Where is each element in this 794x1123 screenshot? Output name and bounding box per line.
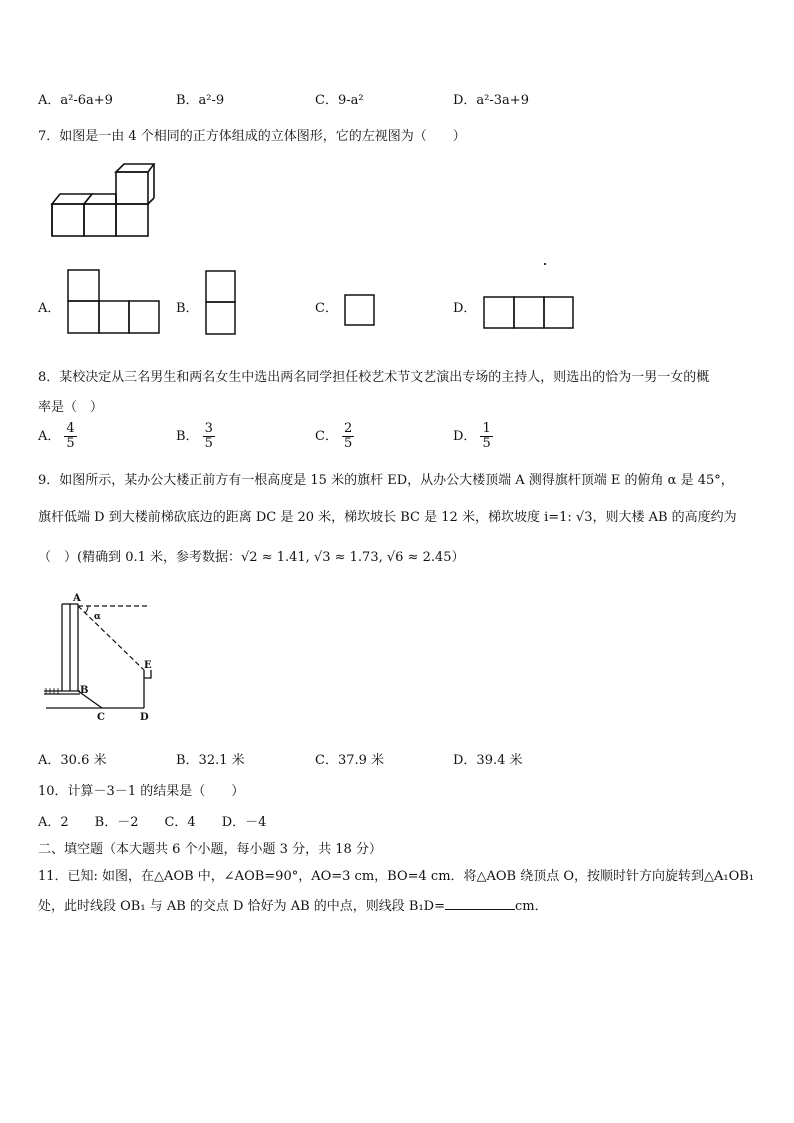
q8-option-d: D． $\frac{1}{5}$ [453,421,491,451]
q9-figure [40,590,160,725]
q7-option-a-label: A． [38,301,61,316]
q7-option-d-view [483,296,575,330]
q7-option-d-label: D． [453,301,477,316]
q8-option-c: C． $\frac{2}{5}$ [315,421,353,451]
q11-unit: cm． [515,899,548,914]
q7-option-c-view [344,294,376,327]
q6-option-d: D．a²-3a+9 [453,93,529,108]
q9-stem-line2: 旗杆低端 D 到大楼前梯砍底边的距离 DC 是 20 米，梯坎坡长 BC 是 12 米，梯坎坡度 i=1: √3，则大楼 AB 的高度约为 [38,510,737,525]
q10-stem: 10．计算－3－1 的结果是（ ） [38,784,245,799]
q7-option-b-label: B． [176,301,199,316]
q9-option-a: A．30.6 米 [38,753,107,768]
q11-stem-line1: 11．已知: 如图，在△AOB 中，∠AOB=90°，AO=3 cm，BO=4 cm．将△AOB 绕顶点 O，按顺时针方向旋转到△A₁OB₁ [38,869,755,884]
q9-option-b: B．32.1 米 [176,753,245,768]
q8-option-a: A． $\frac{4}{5}$ [38,421,75,451]
q11-line2-text: 处，此时线段 OB₁ 与 AB 的交点 D 恰好为 AB 的中点，则线段 B₁D= [38,899,445,914]
q6-option-a: A．a²-6a+9 [38,93,113,108]
answer-blank[interactable] [445,897,515,910]
q9-label-alpha: α [94,612,101,622]
q7-option-a-view [67,269,161,335]
q7-option-c-label: C． [315,301,338,316]
q9-label-e: E [144,660,152,671]
q9-option-d: D．39.4 米 [453,753,523,768]
q8-stem-line2: 率是（ ） [38,400,104,415]
q9-stem-line1: 9．如图所示，某办公大楼正前方有一根高度是 15 米的旗杆 ED，从办公大楼顶端 A 测得旗杆顶端 E 的俯角 α 是 45°， [38,473,734,488]
q9-label-b: B [80,685,89,696]
q6-option-b: B．a²-9 [176,93,225,108]
q9-label-c: C [97,712,105,723]
q7-solid-figure [46,162,154,240]
section-heading-fill-blank: 二、填空题（本大题共 6 个小题，每小题 3 分，共 18 分） [38,842,382,857]
q7-option-b-view [205,270,237,336]
q8-option-b: B． $\frac{3}{5}$ [176,421,213,451]
q9-stem-line3: （ ）(精确到 0.1 米，参考数据：√2 ≈ 1.41, √3 ≈ 1.73, √6 ≈ 2.45） [38,550,465,565]
stray-dot [544,263,546,265]
q8-stem-line1: 8．某校决定从三名男生和两名女生中选出两名同学担任校艺术节文艺演出专场的主持人，则选出的恰为一男一女的概 [38,370,710,385]
q9-option-c: C．37.9 米 [315,753,385,768]
q9-label-a: A [73,593,81,604]
q6-option-c: C．9-a² [315,93,364,108]
q7-stem: 7．如图是一由 4 个相同的正方体组成的立体图形，它的左视图为（ ） [38,129,466,144]
q9-label-d: D [140,712,149,723]
q11-stem-line2 [38,895,548,914]
q10-options: A．2 B．－2 C．4 D．－4 [38,815,267,830]
